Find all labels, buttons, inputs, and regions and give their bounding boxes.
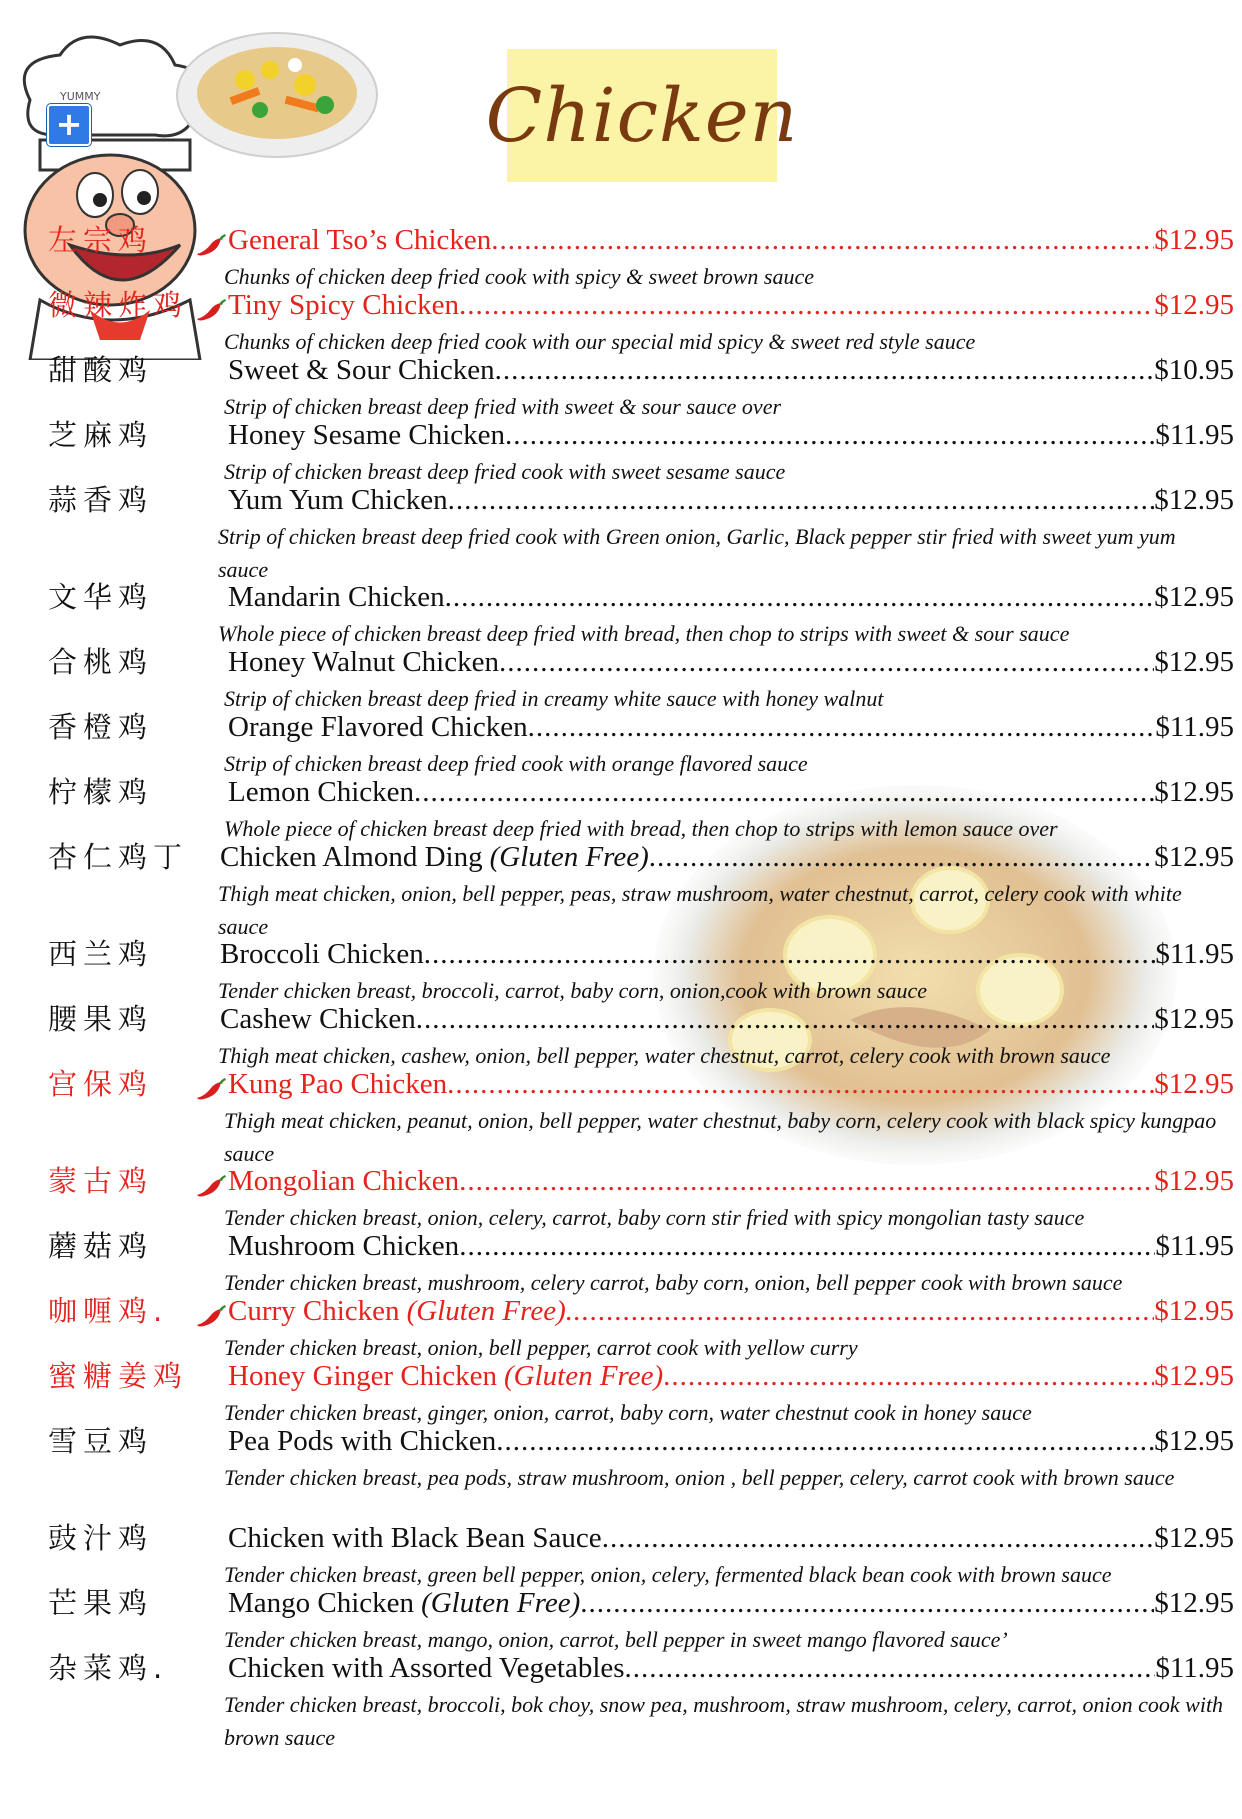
- dish-description: Tender chicken breast, pea pods, straw mushroom, onion , bell pepper, celery, carrot cook with brown sauce: [224, 1465, 1175, 1490]
- dish-line: [228, 1161, 1234, 1201]
- dish-price: $12.95: [1154, 776, 1234, 808]
- dot-leader: [495, 350, 1155, 390]
- dish-price: $12.95: [1154, 1003, 1234, 1035]
- dish-description: Tender chicken breast, broccoli, bok choy, snow pea, mushroom, straw mushroom, celery, carrot, onion cook with brown sauce: [224, 1692, 1224, 1750]
- chinese-name: 芒果鸡: [48, 1586, 154, 1620]
- dish-price: $12.95: [1154, 1522, 1234, 1554]
- dish-line: [228, 285, 1234, 325]
- dot-leader: [625, 1648, 1156, 1688]
- dish-description: Strip of chicken breast deep fried cook with sweet sesame sauce: [224, 459, 786, 484]
- dot-leader: [602, 1518, 1155, 1558]
- dot-leader: [445, 577, 1155, 617]
- dot-leader: [416, 999, 1155, 1039]
- title-banner: [485, 49, 799, 182]
- dish-line: [220, 934, 1234, 974]
- dish-name: Curry Chicken: [228, 1295, 400, 1327]
- chinese-name: 甜酸鸡: [48, 353, 154, 387]
- dish-price: $10.95: [1154, 354, 1234, 386]
- dot-leader: [649, 837, 1154, 877]
- chili-pepper-icon: [195, 1076, 227, 1102]
- dish-price: $11.95: [1155, 1652, 1234, 1684]
- dish-description: Strip of chicken breast deep fried with sweet & sour sauce over: [224, 394, 782, 419]
- dish-name: Lemon Chicken: [228, 776, 415, 808]
- chicken-dish-photo: [175, 30, 380, 160]
- dish-name: Sweet & Sour Chicken: [228, 354, 495, 386]
- menu-item: [0, 934, 1242, 1003]
- dish-name: General Tso’s Chicken: [228, 224, 492, 256]
- menu-item: [0, 1518, 1242, 1587]
- dish-description: Whole piece of chicken breast deep fried with bread, then chop to strips with lemon sauce over: [224, 816, 1058, 841]
- gluten-free-label: (Gluten Free): [489, 841, 649, 873]
- dish-name: Pea Pods with Chicken: [228, 1425, 497, 1457]
- menu-item: [0, 480, 1242, 582]
- menu-item: [0, 577, 1242, 646]
- chinese-name: 柠檬鸡: [48, 775, 154, 809]
- dish-price: $12.95: [1154, 1360, 1234, 1392]
- chili-pepper-icon: [195, 1173, 227, 1199]
- dish-line: [228, 480, 1234, 520]
- dish-name: Mushroom Chicken: [228, 1230, 460, 1262]
- dish-price: $11.95: [1155, 1230, 1234, 1262]
- menu-item: [0, 1421, 1242, 1490]
- dish-name: Chicken with Black Bean Sauce: [228, 1522, 602, 1554]
- dish-price: $12.95: [1154, 1425, 1234, 1457]
- dot-leader: [528, 707, 1156, 747]
- dish-price: $12.95: [1154, 224, 1234, 256]
- dish-line: [228, 220, 1234, 260]
- dish-name: Honey Ginger Chicken: [228, 1360, 497, 1392]
- chinese-name: 香橙鸡: [48, 710, 154, 744]
- dish-name: Mongolian Chicken: [228, 1165, 460, 1197]
- chinese-name: 蜜糖姜鸡: [48, 1359, 189, 1393]
- dish-line: [220, 999, 1234, 1039]
- dish-price: $11.95: [1155, 419, 1234, 451]
- dish-description: Tender chicken breast, onion, celery, carrot, baby corn stir fried with spicy mongolian tasty sauce: [224, 1205, 1085, 1230]
- svg-text:YUMMY: YUMMY: [60, 90, 101, 103]
- dot-leader: [491, 220, 1154, 260]
- dish-description: Chunks of chicken deep fried cook with our special mid spicy & sweet red style sauce: [224, 329, 976, 354]
- dish-price: $11.95: [1155, 711, 1234, 743]
- dot-leader: [414, 772, 1154, 812]
- menu-item: [0, 999, 1242, 1068]
- dish-description: Thigh meat chicken, cashew, onion, bell pepper, water chestnut, carrot, celery cook with brown sauce: [218, 1043, 1111, 1068]
- dish-description: Tender chicken breast, green bell pepper, onion, celery, fermented black bean cook with brown sauce: [224, 1562, 1112, 1587]
- chinese-name: 腰果鸡: [48, 1002, 154, 1036]
- dish-name: Tiny Spicy Chicken: [228, 289, 459, 321]
- dish-price: $12.95: [1154, 289, 1234, 321]
- dish-line: [228, 1583, 1234, 1623]
- menu-item: [0, 642, 1242, 711]
- gluten-free-label: (Gluten Free): [504, 1360, 664, 1392]
- dish-description: Thigh meat chicken, onion, bell pepper, peas, straw mushroom, water chestnut, carrot, celery cook with white sauce: [218, 881, 1182, 939]
- dish-line: [220, 837, 1234, 877]
- dish-name: Kung Pao Chicken: [228, 1068, 448, 1100]
- dish-name: Mandarin Chicken: [228, 581, 445, 613]
- dish-description: Tender chicken breast, onion, bell pepper, carrot cook with yellow curry: [224, 1335, 858, 1360]
- menu-item: [0, 285, 1242, 354]
- chinese-name: 蒜香鸡: [48, 483, 154, 517]
- dot-leader: [459, 285, 1154, 325]
- menu-item: [0, 707, 1242, 776]
- dish-description: Strip of chicken breast deep fried cook with Green onion, Garlic, Black pepper stir fried with sweet yum yum sauce: [218, 524, 1176, 582]
- dot-leader: [447, 1064, 1154, 1104]
- gluten-free-label: (Gluten Free): [421, 1587, 581, 1619]
- chili-pepper-icon: [195, 1303, 227, 1329]
- chinese-name: 蒙古鸡: [48, 1164, 154, 1198]
- dish-name: Yum Yum Chicken: [228, 484, 448, 516]
- dish-name: Broccoli Chicken: [220, 938, 424, 970]
- dish-line: [228, 1421, 1234, 1461]
- chinese-name: 西兰鸡: [48, 937, 154, 971]
- dot-leader: [459, 1226, 1155, 1266]
- chinese-name: 蘑菇鸡: [48, 1229, 154, 1263]
- dish-line: [228, 415, 1234, 455]
- dish-price: $12.95: [1154, 646, 1234, 678]
- add-plus-button[interactable]: +: [47, 104, 91, 146]
- dot-leader: [663, 1356, 1154, 1396]
- chinese-name: 豉汁鸡: [48, 1521, 154, 1555]
- menu-item: [0, 415, 1242, 484]
- dish-line: [228, 1226, 1234, 1266]
- dish-description: Tender chicken breast, broccoli, carrot, baby corn, onion,cook with brown sauce: [218, 978, 927, 1003]
- dish-description: Strip of chicken breast deep fried cook with orange flavored sauce: [224, 751, 808, 776]
- dish-name: Honey Walnut Chicken: [228, 646, 499, 678]
- menu-item: [0, 1161, 1242, 1230]
- dish-name: Honey Sesame Chicken: [228, 419, 506, 451]
- dish-description: Tender chicken breast, mango, onion, carrot, bell pepper in sweet mango flavored sauce’: [224, 1627, 1008, 1652]
- dish-description: Tender chicken breast, ginger, onion, carrot, baby corn, water chestnut cook in honey sauce: [224, 1400, 1032, 1425]
- dish-name: Mango Chicken: [228, 1587, 415, 1619]
- chinese-name: 合桃鸡: [48, 645, 154, 679]
- dish-price: $12.95: [1154, 1587, 1234, 1619]
- chinese-name: 芝麻鸡: [48, 418, 154, 452]
- menu-item: [0, 220, 1242, 289]
- dot-leader: [496, 1421, 1154, 1461]
- dot-leader: [459, 1161, 1154, 1201]
- chinese-name: 左宗鸡: [48, 223, 154, 257]
- menu-item: [0, 1648, 1242, 1750]
- dot-leader: [580, 1583, 1154, 1623]
- chili-pepper-icon: [195, 297, 227, 323]
- menu-item: [0, 1226, 1242, 1295]
- dish-price: $12.95: [1154, 1295, 1234, 1327]
- dot-leader: [448, 480, 1155, 520]
- dish-description: Strip of chicken breast deep fried in creamy white sauce with honey walnut: [224, 686, 884, 711]
- dish-line: [228, 772, 1234, 812]
- dish-line: [228, 350, 1234, 390]
- menu-item: [0, 1583, 1242, 1652]
- dish-price: $12.95: [1154, 581, 1234, 613]
- dish-line: [228, 707, 1234, 747]
- dish-name: Chicken Almond Ding: [220, 841, 483, 873]
- dish-price: $12.95: [1154, 841, 1234, 873]
- menu-item: [0, 1064, 1242, 1166]
- dot-leader: [505, 415, 1155, 455]
- dish-line: [228, 577, 1234, 617]
- dish-line: [228, 1064, 1234, 1104]
- dish-description: Chunks of chicken deep fried cook with spicy & sweet brown sauce: [224, 264, 814, 289]
- chinese-name: 微辣炸鸡: [48, 288, 189, 322]
- dish-line: [228, 1356, 1234, 1396]
- dish-price: $11.95: [1155, 938, 1234, 970]
- chinese-name: 文华鸡: [48, 580, 154, 614]
- chinese-name: 雪豆鸡: [48, 1424, 154, 1458]
- dish-name: Orange Flavored Chicken: [228, 711, 528, 743]
- gluten-free-label: (Gluten Free).: [406, 1295, 573, 1327]
- dot-leader: [499, 642, 1154, 682]
- chinese-name: 杂菜鸡.: [48, 1651, 169, 1685]
- dish-description: Tender chicken breast, mushroom, celery carrot, baby corn, onion, bell pepper cook with brown sauce: [224, 1270, 1123, 1295]
- menu-item: [0, 350, 1242, 419]
- dish-description: Thigh meat chicken, peanut, onion, bell pepper, water chestnut, baby corn, celery cook with black spicy kungpao sauce: [224, 1108, 1217, 1166]
- dish-description: Whole piece of chicken breast deep fried with bread, then chop to strips with sweet & sour sauce: [218, 621, 1070, 646]
- chinese-name: 咖喱鸡.: [48, 1294, 169, 1328]
- dish-price: $12.95: [1154, 484, 1234, 516]
- dish-name: Cashew Chicken: [220, 1003, 416, 1035]
- chinese-name: 杏仁鸡丁: [48, 840, 189, 874]
- menu-item: [0, 1356, 1242, 1425]
- menu-item: [0, 1291, 1242, 1360]
- dish-line: [228, 1291, 1234, 1331]
- dish-line: [228, 1518, 1234, 1558]
- dish-line: [228, 642, 1234, 682]
- menu-item: [0, 772, 1242, 841]
- dot-leader: [573, 1291, 1154, 1331]
- dish-name: Chicken with Assorted Vegetables: [228, 1652, 625, 1684]
- dish-price: $12.95: [1154, 1165, 1234, 1197]
- menu-item: [0, 837, 1242, 939]
- chinese-name: 宫保鸡: [48, 1067, 154, 1101]
- chili-pepper-icon: [195, 232, 227, 258]
- page-title: Chicken: [485, 72, 799, 159]
- dot-leader: [424, 934, 1156, 974]
- dish-price: $12.95: [1154, 1068, 1234, 1100]
- dish-line: [228, 1648, 1234, 1688]
